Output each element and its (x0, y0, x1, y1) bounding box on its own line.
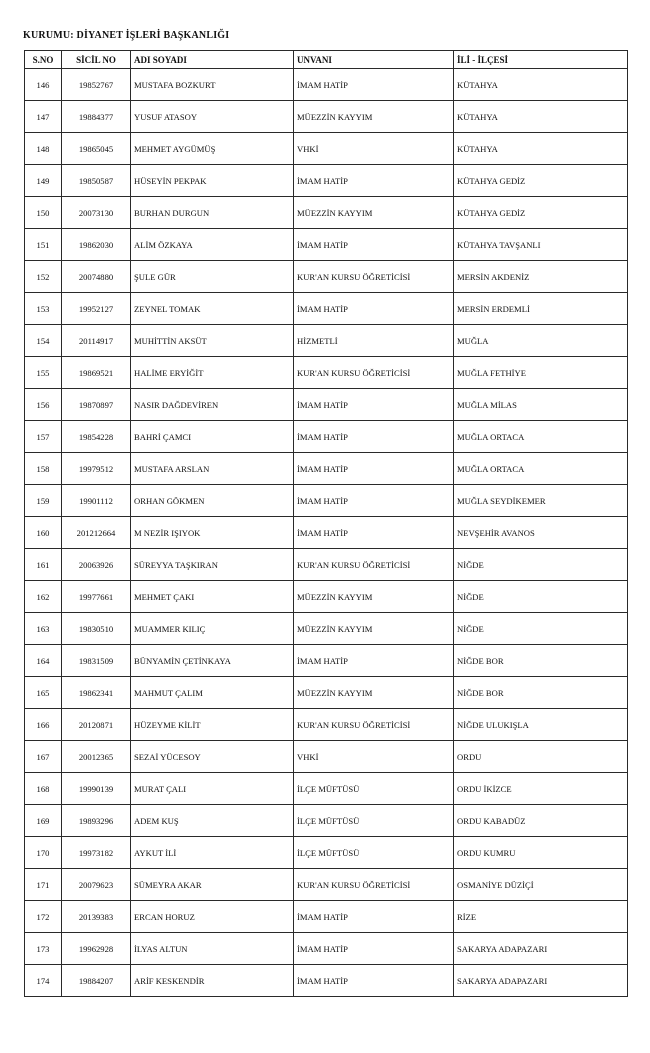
cell-sicil: 20073130 (62, 197, 131, 229)
cell-il: OSMANİYE DÜZİÇİ (454, 869, 628, 901)
table-row (25, 901, 628, 933)
cell-il: MUĞLA FETHİYE (454, 357, 628, 389)
cell-unvan: İMAM HATİP (294, 517, 454, 549)
cell-unvan: MÜEZZİN KAYYIM (294, 581, 454, 613)
cell-il: NİĞDE ULUKIŞLA (454, 709, 628, 741)
table-row (25, 613, 628, 645)
table-row (25, 293, 628, 325)
cell-il: NİĞDE (454, 549, 628, 581)
cell-il: MUĞLA SEYDİKEMER (454, 485, 628, 517)
column-header-sicil: SİCİL NO (62, 51, 131, 69)
cell-unvan: İLÇE MÜFTÜSÜ (294, 837, 454, 869)
cell-sno: 154 (25, 325, 62, 357)
table-row (25, 677, 628, 709)
column-header-unvan: UNVANI (294, 51, 454, 69)
cell-il: SAKARYA ADAPAZARI (454, 965, 628, 997)
cell-unvan: İMAM HATİP (294, 69, 454, 101)
cell-sno: 173 (25, 933, 62, 965)
table-row (25, 389, 628, 421)
cell-sicil: 19862341 (62, 677, 131, 709)
cell-sicil: 19830510 (62, 613, 131, 645)
cell-sno: 174 (25, 965, 62, 997)
table-row (25, 69, 628, 101)
cell-sicil: 19973182 (62, 837, 131, 869)
table-row (25, 165, 628, 197)
cell-name: MUSTAFA BOZKURT (131, 69, 294, 101)
cell-unvan: İLÇE MÜFTÜSÜ (294, 773, 454, 805)
cell-sicil: 201212664 (62, 517, 131, 549)
cell-name: MUHİTTİN AKSÜT (131, 325, 294, 357)
cell-name: ZEYNEL TOMAK (131, 293, 294, 325)
table-row (25, 773, 628, 805)
cell-il: KÜTAHYA GEDİZ (454, 197, 628, 229)
cell-sno: 150 (25, 197, 62, 229)
cell-il: KÜTAHYA (454, 69, 628, 101)
cell-sno: 165 (25, 677, 62, 709)
column-header-il: İLİ - İLÇESİ (454, 51, 628, 69)
cell-sno: 170 (25, 837, 62, 869)
cell-sicil: 19952127 (62, 293, 131, 325)
cell-sicil: 19901112 (62, 485, 131, 517)
cell-sicil: 19977661 (62, 581, 131, 613)
cell-name: ORHAN GÖKMEN (131, 485, 294, 517)
cell-unvan: İMAM HATİP (294, 389, 454, 421)
table-row (25, 741, 628, 773)
cell-sicil: 20012365 (62, 741, 131, 773)
cell-sicil: 19884207 (62, 965, 131, 997)
cell-name: M NEZİR IŞIYOK (131, 517, 294, 549)
cell-sno: 163 (25, 613, 62, 645)
cell-name: ARİF KESKENDİR (131, 965, 294, 997)
cell-name: MEHMET ÇAKI (131, 581, 294, 613)
cell-il: NİĞDE (454, 613, 628, 645)
cell-name: NASIR DAĞDEVİREN (131, 389, 294, 421)
cell-sicil: 20074880 (62, 261, 131, 293)
cell-name: MUSTAFA ARSLAN (131, 453, 294, 485)
table-row (25, 581, 628, 613)
cell-unvan: VHKİ (294, 133, 454, 165)
table-row (25, 133, 628, 165)
cell-sicil: 20079623 (62, 869, 131, 901)
cell-il: NİĞDE BOR (454, 677, 628, 709)
table-row (25, 933, 628, 965)
cell-il: MUĞLA ORTACA (454, 421, 628, 453)
cell-sno: 147 (25, 101, 62, 133)
cell-name: HALİME ERYİĞİT (131, 357, 294, 389)
table-row (25, 325, 628, 357)
table-row (25, 869, 628, 901)
cell-sicil: 19869521 (62, 357, 131, 389)
cell-name: İLYAS ALTUN (131, 933, 294, 965)
cell-name: MURAT ÇALI (131, 773, 294, 805)
cell-sicil: 19850587 (62, 165, 131, 197)
cell-unvan: İMAM HATİP (294, 453, 454, 485)
table-row (25, 837, 628, 869)
cell-il: NİĞDE BOR (454, 645, 628, 677)
cell-unvan: İMAM HATİP (294, 165, 454, 197)
cell-il: KÜTAHYA (454, 101, 628, 133)
table-row (25, 549, 628, 581)
cell-sicil: 19870897 (62, 389, 131, 421)
cell-unvan: KUR'AN KURSU ÖĞRETİCİSİ (294, 869, 454, 901)
cell-unvan: İMAM HATİP (294, 933, 454, 965)
cell-sno: 151 (25, 229, 62, 261)
cell-name: BÜNYAMİN ÇETİNKAYA (131, 645, 294, 677)
cell-il: MUĞLA (454, 325, 628, 357)
table-row (25, 421, 628, 453)
cell-sno: 172 (25, 901, 62, 933)
personnel-table (24, 50, 628, 997)
cell-unvan: VHKİ (294, 741, 454, 773)
cell-sicil: 19852767 (62, 69, 131, 101)
cell-sno: 159 (25, 485, 62, 517)
cell-unvan: KUR'AN KURSU ÖĞRETİCİSİ (294, 709, 454, 741)
cell-name: ERCAN HORUZ (131, 901, 294, 933)
cell-sicil: 19990139 (62, 773, 131, 805)
cell-il: MUĞLA MİLAS (454, 389, 628, 421)
cell-sno: 171 (25, 869, 62, 901)
cell-sno: 169 (25, 805, 62, 837)
table-row (25, 485, 628, 517)
table-row (25, 805, 628, 837)
cell-il: MERSİN ERDEMLİ (454, 293, 628, 325)
cell-sicil: 19893296 (62, 805, 131, 837)
table-row (25, 453, 628, 485)
table-row (25, 645, 628, 677)
cell-sno: 148 (25, 133, 62, 165)
table-row (25, 197, 628, 229)
cell-sicil: 19854228 (62, 421, 131, 453)
cell-sno: 156 (25, 389, 62, 421)
cell-name: SÜREYYA TAŞKIRAN (131, 549, 294, 581)
cell-il: KÜTAHYA TAVŞANLI (454, 229, 628, 261)
cell-name: MUAMMER KILIÇ (131, 613, 294, 645)
cell-unvan: MÜEZZİN KAYYIM (294, 613, 454, 645)
table-header-row (25, 51, 628, 69)
cell-sno: 162 (25, 581, 62, 613)
cell-sicil: 20120871 (62, 709, 131, 741)
cell-il: RİZE (454, 901, 628, 933)
cell-name: HÜZEYME KİLİT (131, 709, 294, 741)
cell-unvan: İMAM HATİP (294, 421, 454, 453)
cell-name: ADEM KUŞ (131, 805, 294, 837)
column-header-sno: S.NO (25, 51, 62, 69)
cell-name: HÜSEYİN PEKPAK (131, 165, 294, 197)
table-row (25, 261, 628, 293)
cell-sno: 166 (25, 709, 62, 741)
cell-unvan: KUR'AN KURSU ÖĞRETİCİSİ (294, 549, 454, 581)
cell-sicil: 19979512 (62, 453, 131, 485)
cell-unvan: İLÇE MÜFTÜSÜ (294, 805, 454, 837)
cell-sicil: 19884377 (62, 101, 131, 133)
cell-sno: 164 (25, 645, 62, 677)
cell-unvan: İMAM HATİP (294, 485, 454, 517)
cell-sicil: 19862030 (62, 229, 131, 261)
cell-name: BURHAN DURGUN (131, 197, 294, 229)
cell-unvan: İMAM HATİP (294, 901, 454, 933)
cell-name: SEZAİ YÜCESOY (131, 741, 294, 773)
table-row (25, 101, 628, 133)
cell-sno: 167 (25, 741, 62, 773)
cell-sicil: 20114917 (62, 325, 131, 357)
cell-sno: 149 (25, 165, 62, 197)
cell-sicil: 19865045 (62, 133, 131, 165)
cell-name: MAHMUT ÇALIM (131, 677, 294, 709)
table-row (25, 357, 628, 389)
cell-il: ORDU KABADÜZ (454, 805, 628, 837)
cell-il: MUĞLA ORTACA (454, 453, 628, 485)
institution-title: KURUMU: DİYANET İŞLERİ BAŞKANLIĞI (23, 30, 230, 41)
cell-sicil: 19962928 (62, 933, 131, 965)
cell-il: ORDU KUMRU (454, 837, 628, 869)
cell-sno: 160 (25, 517, 62, 549)
cell-name: YUSUF ATASOY (131, 101, 294, 133)
cell-il: MERSİN AKDENİZ (454, 261, 628, 293)
cell-unvan: İMAM HATİP (294, 645, 454, 677)
cell-name: SÜMEYRA AKAR (131, 869, 294, 901)
cell-name: BAHRİ ÇAMCI (131, 421, 294, 453)
cell-unvan: HİZMETLİ (294, 325, 454, 357)
cell-unvan: İMAM HATİP (294, 229, 454, 261)
table-row (25, 517, 628, 549)
table-body (25, 69, 628, 997)
cell-unvan: MÜEZZİN KAYYIM (294, 677, 454, 709)
cell-sno: 168 (25, 773, 62, 805)
cell-unvan: MÜEZZİN KAYYIM (294, 197, 454, 229)
cell-unvan: İMAM HATİP (294, 293, 454, 325)
cell-unvan: KUR'AN KURSU ÖĞRETİCİSİ (294, 357, 454, 389)
cell-sicil: 19831509 (62, 645, 131, 677)
cell-il: ORDU (454, 741, 628, 773)
cell-unvan: MÜEZZİN KAYYIM (294, 101, 454, 133)
cell-sno: 155 (25, 357, 62, 389)
table-row (25, 965, 628, 997)
cell-sicil: 20063926 (62, 549, 131, 581)
cell-sno: 152 (25, 261, 62, 293)
cell-sno: 161 (25, 549, 62, 581)
table-row (25, 229, 628, 261)
cell-sno: 153 (25, 293, 62, 325)
cell-unvan: KUR'AN KURSU ÖĞRETİCİSİ (294, 261, 454, 293)
table-row (25, 709, 628, 741)
cell-sicil: 20139383 (62, 901, 131, 933)
cell-name: ALİM ÖZKAYA (131, 229, 294, 261)
cell-name: ŞULE GÜR (131, 261, 294, 293)
cell-il: KÜTAHYA GEDİZ (454, 165, 628, 197)
cell-sno: 146 (25, 69, 62, 101)
cell-name: AYKUT İLİ (131, 837, 294, 869)
cell-il: KÜTAHYA (454, 133, 628, 165)
cell-il: ORDU İKİZCE (454, 773, 628, 805)
cell-sno: 158 (25, 453, 62, 485)
cell-il: NİĞDE (454, 581, 628, 613)
column-header-name: ADI SOYADI (131, 51, 294, 69)
cell-il: NEVŞEHİR AVANOS (454, 517, 628, 549)
cell-unvan: İMAM HATİP (294, 965, 454, 997)
cell-name: MEHMET AYGÜMÜŞ (131, 133, 294, 165)
cell-il: SAKARYA ADAPAZARI (454, 933, 628, 965)
cell-sno: 157 (25, 421, 62, 453)
